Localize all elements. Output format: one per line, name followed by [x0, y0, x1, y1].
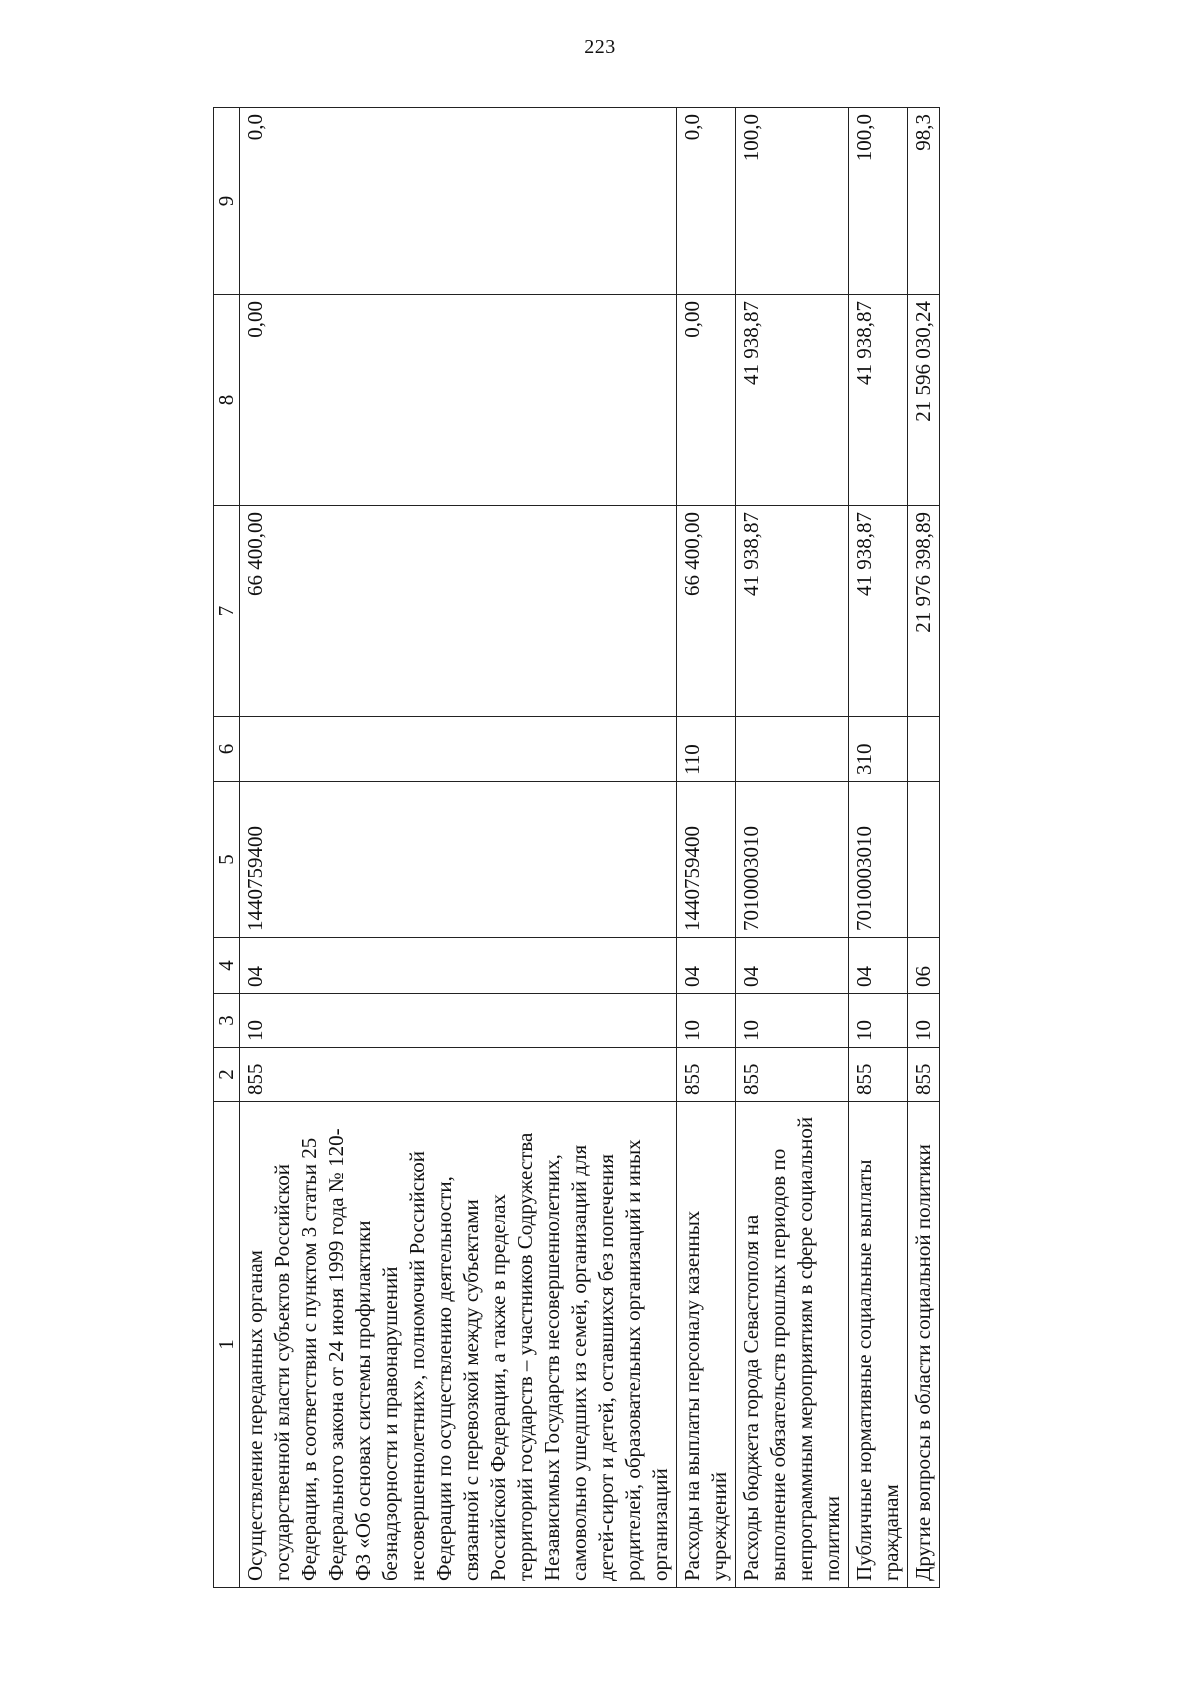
cell-planned-amount: 41 938,87 — [736, 506, 849, 717]
column-number-row — [214, 108, 240, 1588]
row-description: Осуществление переданных органам государственной власти субъектов Российской Федерации, в соответствии с пунктом 3 статьи 25 Федерального закона от 24 июня 1999 года № 120-ФЗ «Об основах системы профилактики безнадзорности и правонарушений несовершеннолетних», полномочий Российской Федерации по осуществлению деятельности, связанной с перевозкой между субъектами Российской Федерации, а также в пределах территорий государств – участников Содружества Независимых Государств несовершеннолетних, самовольно ушедших из семей, организаций для детей-сирот и детей, оставшихся без попечения родителей, образовательных организаций и иных организаций — [240, 1102, 677, 1588]
cell-expense-type — [908, 717, 940, 782]
cell-subsection: 04 — [240, 938, 677, 994]
cell-percent: 0,0 — [677, 108, 736, 295]
table-row — [908, 108, 940, 1588]
cell-subsection: 04 — [736, 938, 849, 994]
cell-target-article: 7010003010 — [849, 782, 908, 938]
row-description: Расходы на выплаты персоналу казенных учреждений — [677, 1102, 736, 1588]
rotated-table-container — [213, 108, 1093, 1588]
column-header: 5 — [214, 782, 240, 938]
cell-section: 10 — [908, 994, 940, 1048]
cell-target-article: 1440759400 — [240, 782, 677, 938]
cell-actual-amount: 21 596 030,24 — [908, 295, 940, 506]
cell-administrator-code: 855 — [908, 1048, 940, 1102]
cell-subsection: 04 — [677, 938, 736, 994]
cell-actual-amount: 0,00 — [677, 295, 736, 506]
table-row — [736, 108, 849, 1588]
column-header: 8 — [214, 295, 240, 506]
cell-target-article: 1440759400 — [677, 782, 736, 938]
cell-section: 10 — [677, 994, 736, 1048]
column-header: 4 — [214, 938, 240, 994]
cell-actual-amount: 41 938,87 — [736, 295, 849, 506]
column-header: 3 — [214, 994, 240, 1048]
page-number: 223 — [584, 36, 616, 58]
cell-expense-type — [240, 717, 677, 782]
cell-administrator-code: 855 — [677, 1048, 736, 1102]
column-header: 7 — [214, 506, 240, 717]
cell-actual-amount: 41 938,87 — [849, 295, 908, 506]
budget-table — [213, 107, 940, 1588]
column-header: 1 — [214, 1102, 240, 1588]
row-description: Расходы бюджета города Севастополя на выполнение обязательств прошлых периодов по непрограммным мероприятиям в сфере социальной политики — [736, 1102, 849, 1588]
cell-section: 10 — [736, 994, 849, 1048]
cell-planned-amount: 66 400,00 — [677, 506, 736, 717]
table-row — [849, 108, 908, 1588]
cell-administrator-code: 855 — [849, 1048, 908, 1102]
column-header: 6 — [214, 717, 240, 782]
cell-subsection: 04 — [849, 938, 908, 994]
table-row — [240, 108, 677, 1588]
cell-percent: 100,0 — [736, 108, 849, 295]
cell-section: 10 — [240, 994, 677, 1048]
cell-section: 10 — [849, 994, 908, 1048]
cell-percent: 0,0 — [240, 108, 677, 295]
cell-target-article: 7010003010 — [736, 782, 849, 938]
cell-percent: 100,0 — [849, 108, 908, 295]
table-row — [677, 108, 736, 1588]
row-description: Другие вопросы в области социальной политики — [908, 1102, 940, 1588]
row-description: Публичные нормативные социальные выплаты гражданам — [849, 1102, 908, 1588]
cell-percent: 98,3 — [908, 108, 940, 295]
cell-expense-type: 110 — [677, 717, 736, 782]
cell-subsection: 06 — [908, 938, 940, 994]
cell-actual-amount: 0,00 — [240, 295, 677, 506]
cell-expense-type — [736, 717, 849, 782]
cell-planned-amount: 41 938,87 — [849, 506, 908, 717]
column-header: 2 — [214, 1048, 240, 1102]
cell-target-article — [908, 782, 940, 938]
cell-administrator-code: 855 — [736, 1048, 849, 1102]
column-header: 9 — [214, 108, 240, 295]
cell-administrator-code: 855 — [240, 1048, 677, 1102]
cell-planned-amount: 21 976 398,89 — [908, 506, 940, 717]
cell-planned-amount: 66 400,00 — [240, 506, 677, 717]
cell-expense-type: 310 — [849, 717, 908, 782]
